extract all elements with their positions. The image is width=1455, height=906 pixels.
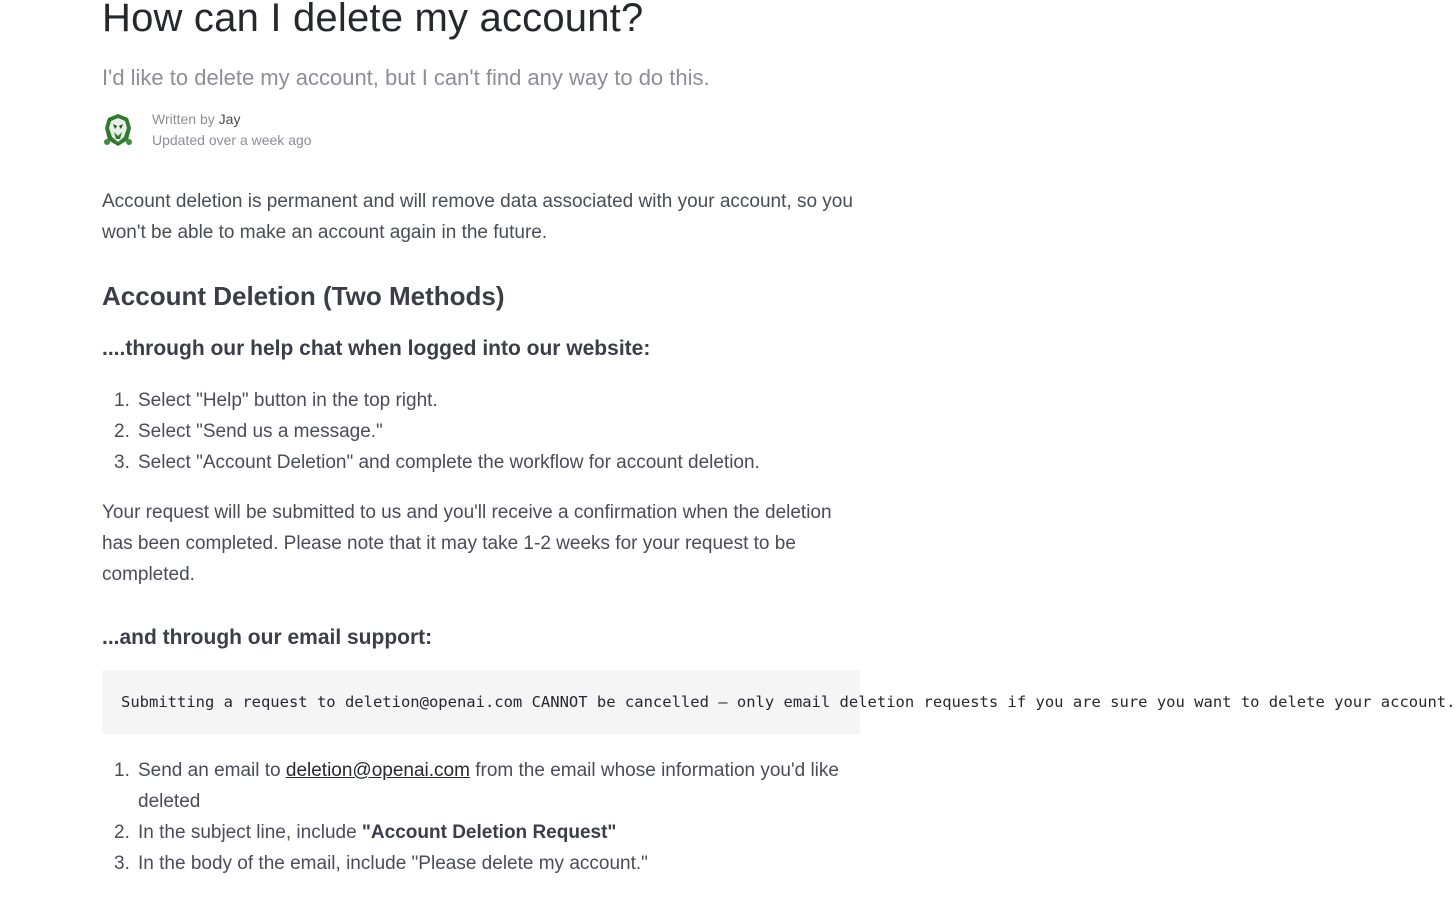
list-text: Select "Send us a message." — [138, 421, 383, 442]
list-item — [102, 817, 862, 848]
updated-time: Updated over a week ago — [152, 132, 312, 148]
list-text-suffix: from the email whose information you'd like deleted — [138, 760, 839, 812]
method1-note: Your request will be submitted to us and you'll receive a confirmation when the deletion has been completed. Please note that it may take 1-2 weeks for your request to be completed. — [102, 502, 832, 585]
subject-line-text: "Account Deletion Request" — [361, 822, 617, 843]
method1-steps — [102, 385, 862, 478]
section-heading: Account Deletion (Two Methods) — [102, 281, 505, 311]
author-avatar[interactable] — [102, 112, 134, 148]
list-text: Select "Help" button in the top right. — [138, 390, 438, 411]
written-by-label: Written by — [152, 111, 219, 127]
author-line — [152, 109, 312, 130]
list-text: Select "Account Deletion" and complete the workflow for account deletion. — [138, 452, 760, 473]
page-subtitle: I'd like to delete my account, but I can't find any way to do this. — [102, 65, 710, 90]
list-item — [102, 447, 862, 478]
method1-heading: ....through our help chat when logged into our website: — [102, 337, 651, 360]
list-number: 2. — [114, 421, 130, 442]
list-text-prefix: In the subject line, include — [138, 822, 362, 843]
intro-paragraph: Account deletion is permanent and will remove data associated with your account, so you won't be able to make an account again in the future. — [102, 191, 853, 243]
list-number: 2. — [114, 822, 130, 843]
author-name[interactable]: Jay — [218, 111, 241, 127]
article — [102, 0, 1455, 879]
list-item — [102, 385, 862, 416]
method2-heading: ...and through our email support: — [102, 626, 433, 649]
list-number: 3. — [114, 452, 130, 473]
list-item — [102, 416, 862, 447]
list-item — [102, 755, 862, 817]
author-block — [102, 110, 862, 150]
list-text-prefix: Send an email to — [138, 760, 286, 781]
list-text: In the body of the email, include "Please delete my account." — [138, 853, 648, 874]
code-block[interactable]: Submitting a request to deletion@openai.com CANNOT be cancelled – only email deletion requests if you are sure you want to delete your account. — [102, 670, 860, 734]
list-number: 1. — [114, 390, 130, 411]
list-item — [102, 848, 862, 879]
method2-steps — [102, 755, 862, 879]
list-number: 1. — [114, 760, 130, 781]
deletion-email-link[interactable]: deletion@openai.com — [285, 760, 470, 781]
page-title: How can I delete my account? — [102, 0, 644, 40]
list-number: 3. — [114, 853, 130, 874]
